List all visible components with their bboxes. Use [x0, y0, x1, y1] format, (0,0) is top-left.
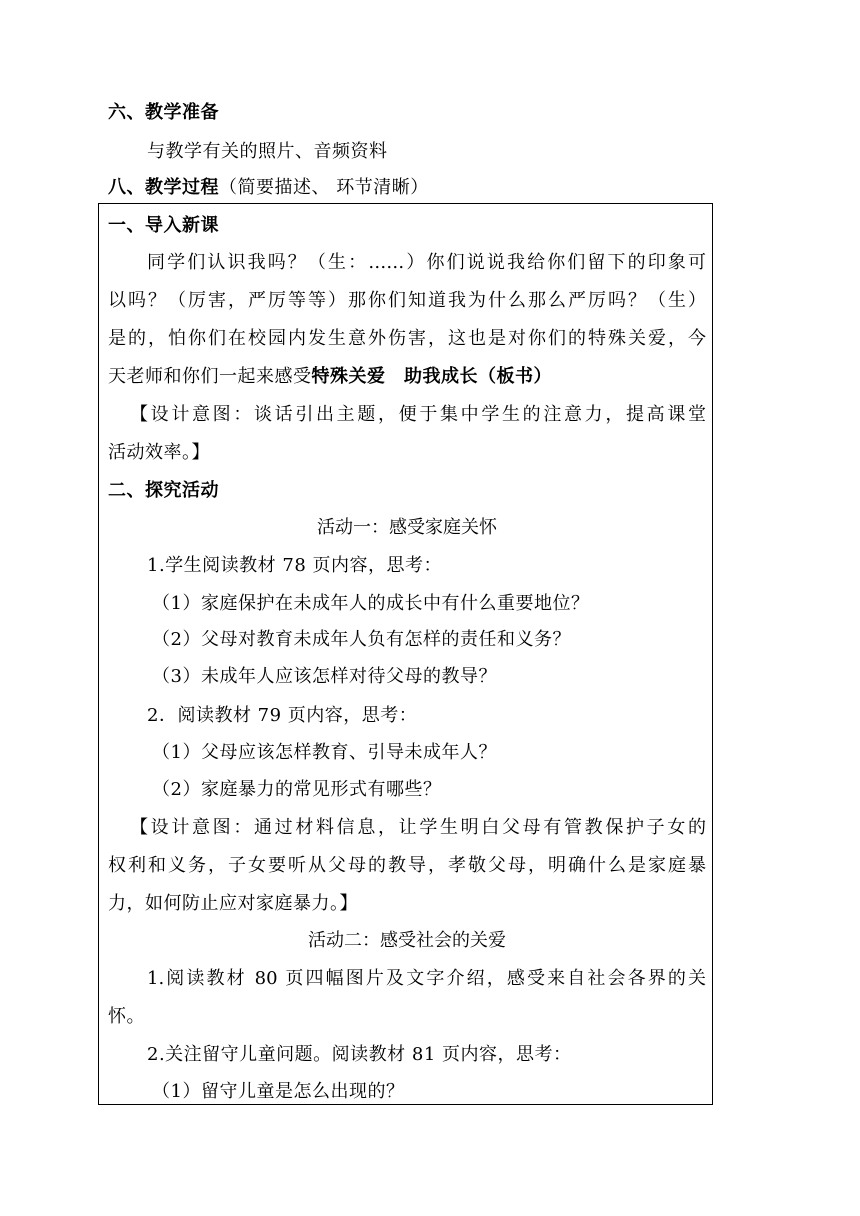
part-1-para-line-3: 是的，怕你们在校园内发生意外伤害，这也是对你们的特殊关爱，今	[108, 328, 706, 349]
activity-2-q1-line-2: 怀。	[108, 1006, 145, 1027]
section-8-note: （简要描述、 环节清晰）	[219, 177, 429, 198]
part-1-heading: 一、导入新课	[108, 215, 219, 236]
activity-2-q2: 2.关注留守儿童问题。阅读教材 81 页内容，思考：	[147, 1044, 572, 1065]
activity-1-q1: 1.学生阅读教材 78 页内容，思考：	[147, 555, 443, 576]
part-1-design-line-1: 【设计意图：谈话引出主题，便于集中学生的注意力，提高课堂	[130, 404, 706, 425]
activity-1-title: 活动一：感受家庭关怀	[317, 517, 497, 538]
activity-2-q1-line-1: 1.阅读教材 80 页四幅图片及文字介绍，感受来自社会各界的关	[147, 968, 706, 989]
section-6-heading: 六、教学准备	[108, 102, 219, 123]
activity-1-q1-item-3: （3）未成年人应该怎样对待父母的教导？	[152, 666, 497, 687]
activity-1-design-line-3: 力，如何防止应对家庭暴力。】	[108, 893, 358, 914]
activity-2-title: 活动二：感受社会的关爱	[308, 930, 506, 951]
activity-1-q2-item-2: （2）家庭暴力的常见形式有哪些？	[152, 779, 442, 800]
section-6-content: 与教学有关的照片、音频资料	[147, 141, 388, 162]
part-2-heading: 二、探究活动	[108, 480, 219, 501]
activity-1-design-line-2: 权利和义务，子女要听从父母的教导，孝敬父母，明确什么是家庭暴	[108, 855, 706, 876]
activity-1-design-line-1: 【设计意图：通过材料信息，让学生明白父母有管教保护子女的	[130, 817, 706, 838]
activity-1-q1-item-2: （2）父母对教育未成年人负有怎样的责任和义务？	[152, 629, 571, 650]
section-8-heading-row	[108, 176, 429, 200]
section-8-heading: 八、教学过程	[108, 177, 219, 198]
part-1-board-title: 特殊关爱 助我成长（板书）	[311, 366, 552, 387]
activity-2-q2-item-1: （1）留守儿童是怎么出现的？	[152, 1081, 405, 1102]
part-1-design-line-2: 活动效率。】	[108, 442, 210, 463]
part-1-para-line-4	[108, 365, 552, 389]
part-1-para-line-1: 同学们认识我吗？（生：……）你们说说我给你们留下的印象可	[147, 252, 706, 273]
part-1-para-line-2: 以吗？（厉害，严厉等等）那你们知道我为什么那么严厉吗？（生）	[108, 290, 706, 311]
activity-1-q2-item-1: （1）父母应该怎样教育、引导未成年人？	[152, 742, 497, 763]
activity-1-q2: 2．阅读教材 79 页内容，思考：	[147, 705, 418, 726]
activity-1-q1-item-1: （1）家庭保护在未成年人的成长中有什么重要地位？	[152, 593, 590, 614]
part-1-para-prefix: 天老师和你们一起来感受	[108, 366, 312, 387]
